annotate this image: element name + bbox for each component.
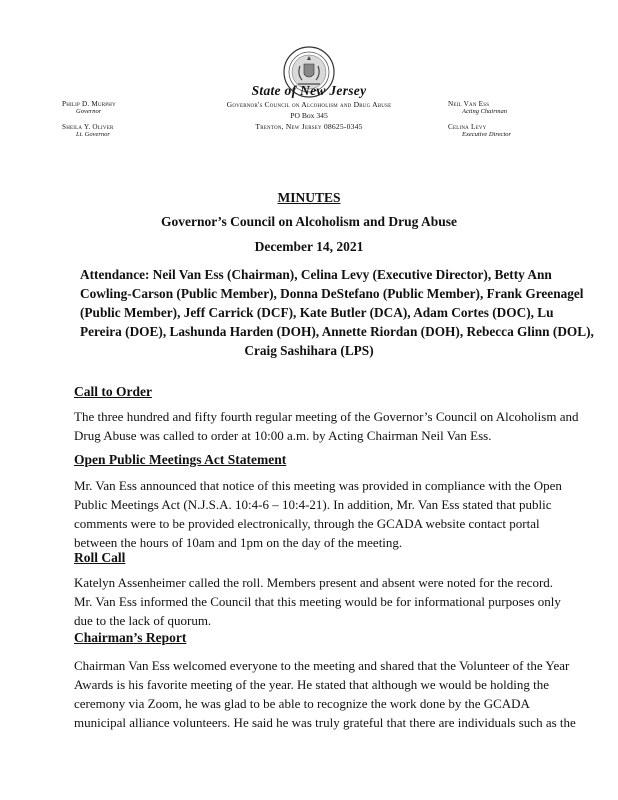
paragraph-line: due to the lack of quorum. [74,613,212,628]
paragraph-line: between the hours of 10am and 1pm on the day of the meeting. [74,535,403,550]
paragraph-line: Mr. Van Ess informed the Council that this meeting would be for informational purposes only [74,594,561,609]
attendance-line: Attendance: Neil Van Ess (Chairman), Celina Levy (Executive Director), Betty Ann [80,267,552,282]
attendance-list [80,265,594,360]
paragraph-line: Awards is his favorite meeting of the year. He stated that although we would be holding the [74,677,549,692]
acting-chairman-title: Acting Chairman [462,108,507,115]
acting-chairman-name: Neil Van Ess [448,100,490,108]
minutes-title: MINUTES [277,190,341,205]
paragraph-line: comments were to be provided electronically, through the GCADA website contact portal [74,516,540,531]
paragraph-line: Mr. Van Ess announced that notice of this meeting was provided in compliance with the Open [74,478,562,493]
paragraph-line: The three hundred and fifty fourth regular meeting of the Governor’s Council on Alcoholism and [74,409,579,424]
paragraph-line: Drug Abuse was called to order at 10:00 a.m. by Acting Chairman Neil Van Ess. [74,428,492,443]
attendance-line: (Public Member), Jeff Carrick (DCF), Kate Butler (DCA), Adam Cortes (DOC), Lu [80,305,554,320]
call-to-order-text [74,407,579,445]
left-officials [62,100,172,139]
paragraph-line: ceremony via Zoom, he was glad to be able to recognize the work done by the GCADA [74,696,530,711]
governor-title: Governor [76,108,102,115]
state-title: State of New Jersey [251,83,367,98]
governor-name: Philip D. Murphy [62,100,116,108]
executive-director-title: Executive Director [462,131,512,138]
chairmans-report-heading: Chairman’s Report [74,630,187,645]
attendance-line: Cowling-Carson (Public Member), Donna DeStefano (Public Member), Frank Greenagel [80,286,584,301]
paragraph-line: Public Meetings Act (N.J.S.A. 10:4-6 – 10:4-21). In addition, Mr. Van Ess stated that public [74,497,552,512]
open-public-meetings-heading: Open Public Meetings Act Statement [74,452,287,467]
executive-director-name: Celina Levy [448,123,487,131]
attendance-line: Craig Sashihara (LPS) [244,343,374,358]
right-officials [448,100,558,139]
council-title: Governor’s Council on Alcoholism and Drug Abuse [160,214,458,229]
paragraph-line: Chairman Van Ess welcomed everyone to the meeting and shared that the Volunteer of the Year [74,658,570,673]
attendance-line: Pereira (DOE), Lashunda Harden (DOH), Annette Riordan (DOH), Rebecca Glinn (DOL), [80,324,594,339]
call-to-order-heading: Call to Order [74,384,152,399]
lt-governor-name: Sheila Y. Oliver [62,123,114,131]
paragraph-line: Katelyn Assenheimer called the roll. Members present and absent were noted for the record. [74,575,554,590]
letterhead-council-name: Governor's Council on Alcoholism and Drug Abuse [226,100,392,109]
paragraph-line: municipal alliance volunteers. He said he was truly grateful that there are individuals such as the [74,715,576,730]
letterhead-city: Trenton, New Jersey 08625-0345 [255,122,363,131]
chairmans-report-text [74,656,576,732]
letterhead-po-box: PO Box 345 [290,111,328,120]
meeting-date: December 14, 2021 [254,239,364,254]
open-public-meetings-text [74,476,562,552]
lt-governor-title: Lt. Governor [76,131,110,138]
roll-call-heading: Roll Call [74,550,126,565]
roll-call-text [74,573,561,630]
